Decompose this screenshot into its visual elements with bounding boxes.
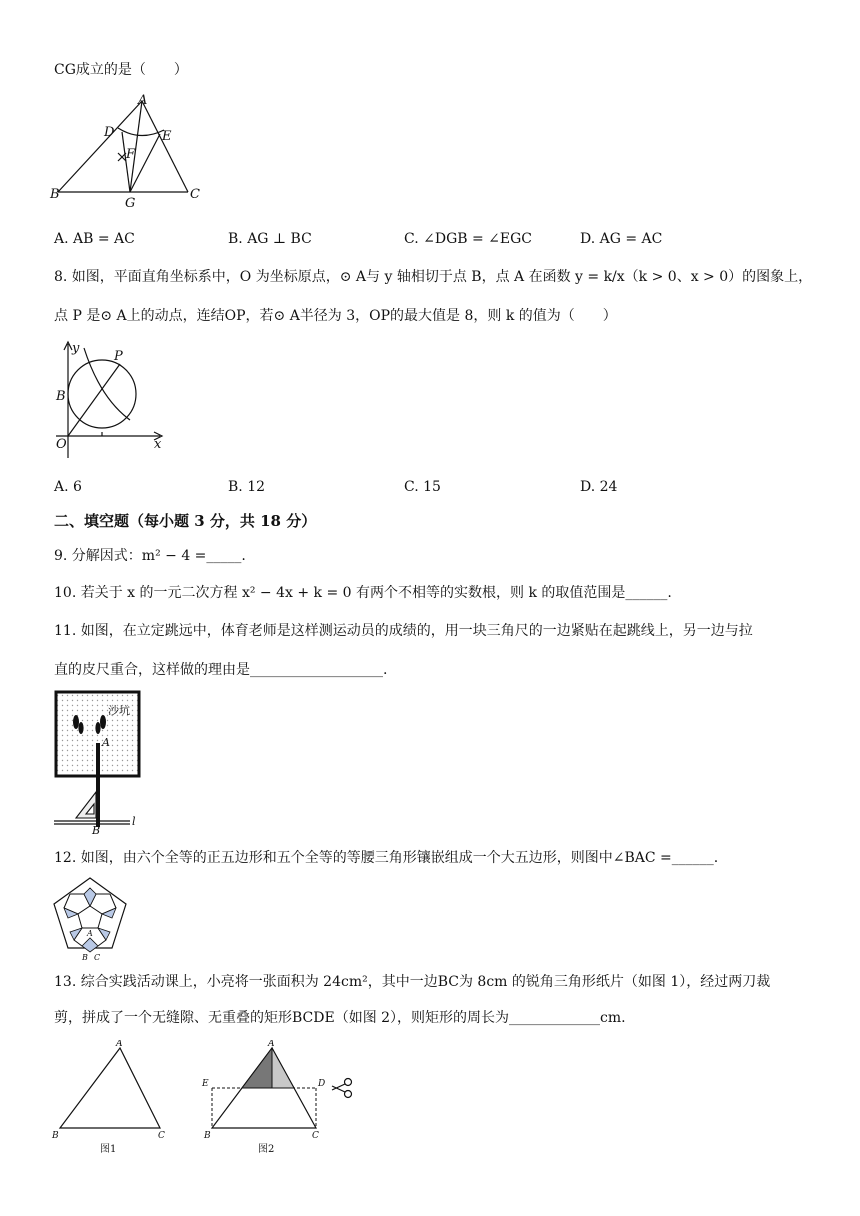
q8-label-B: B: [56, 389, 66, 404]
q8-line2: 点 P 是⊙ A上的动点，连结OP，若⊙ A半径为 3，OP的最大值是 8，则 k 的值为（ ）: [54, 308, 617, 324]
q11-line2: 直的皮尺重合，这样做的理由是___________________.: [54, 662, 388, 678]
q7-label-G: G: [125, 196, 136, 210]
q8-option-c: C. 15: [404, 479, 441, 495]
q7-option-a: A. AB = AC: [54, 231, 135, 247]
q8-label-x: x: [154, 437, 162, 452]
scissors-icon: [332, 1079, 352, 1098]
q13-fig2-caption: 图2: [258, 1144, 275, 1155]
q11-label-sand: 沙坑: [108, 704, 130, 717]
q8-line1: 8. 如图，平面直角坐标系中，O 为坐标原点，⊙ A与 y 轴相切于点 B，点 A 在函数 y = k/x（k > 0、x > 0）的图象上，: [54, 269, 813, 285]
q8-figure: [52, 338, 172, 464]
q8-label-y: y: [72, 341, 80, 356]
q7-option-d: D. AG = AC: [580, 231, 663, 247]
q13-fig1-label-C: C: [158, 1131, 165, 1141]
q7-label-A: A: [138, 93, 148, 108]
q12-label-B: B: [82, 953, 88, 962]
q11-line1: 11. 如图，在立定跳远中，体育老师是这样测运动员的成绩的，用一块三角尺的一边紧贴在起跳线上，另一边与拉: [54, 623, 753, 639]
q13-fig2-label-E: E: [202, 1079, 209, 1089]
q12-text: 12. 如图，由六个全等的正五边形和五个全等的等腰三角形镶嵌组成一个大五边形，则图中∠BAC =______.: [54, 850, 719, 866]
q8-option-a: A. 6: [54, 479, 82, 495]
q7-label-C: C: [190, 187, 200, 202]
q13-line2: 剪，拼成了一个无缝隙、无重叠的矩形BCDE（如图 2），则矩形的周长为_____________cm.: [54, 1010, 626, 1026]
q13-figure2: [196, 1040, 366, 1158]
q13-fig1-label-A: A: [116, 1040, 123, 1049]
q13-fig2-label-A: A: [268, 1040, 275, 1049]
q7-label-B: B: [50, 187, 60, 202]
q7-stem-tail: CG成立的是（ ）: [54, 62, 188, 78]
q13-fig2-label-B: B: [204, 1131, 211, 1141]
q12-figure: [50, 874, 130, 964]
q13-fig1-label-B: B: [52, 1131, 59, 1141]
q11-label-B: B: [92, 824, 101, 836]
q7-option-b: B. AG ⊥ BC: [228, 231, 312, 247]
section-title: 二、填空题（每小题 3 分，共 18 分）: [54, 512, 317, 530]
q13-figure1: [48, 1040, 178, 1158]
q12-label-C: C: [94, 953, 101, 962]
q7-label-F: F: [126, 147, 136, 162]
q9-text: 9. 分解因式：m² − 4 =_____.: [54, 548, 246, 564]
q8-option-d: D. 24: [580, 479, 618, 495]
q11-figure: [50, 688, 150, 836]
q8-option-b: B. 12: [228, 479, 266, 495]
q7-option-c: C. ∠DGB = ∠EGC: [404, 231, 533, 247]
q7-label-D: D: [104, 125, 115, 140]
q8-label-O: O: [56, 437, 67, 452]
q12-label-A: A: [87, 929, 93, 938]
q13-line1: 13. 综合实践活动课上，小亮将一张面积为 24cm²，其中一边BC为 8cm 的锐角三角形纸片（如图 1），经过两刀裁: [54, 974, 771, 990]
q8-label-P: P: [114, 349, 123, 364]
q11-label-A: A: [102, 736, 110, 749]
q13-fig2-label-C: C: [312, 1131, 319, 1141]
q7-label-E: E: [162, 129, 172, 144]
q7-figure: [48, 92, 208, 210]
q13-fig2-label-D: D: [318, 1079, 326, 1089]
q13-fig1-caption: 图1: [100, 1144, 117, 1155]
q10-text: 10. 若关于 x 的一元二次方程 x² − 4x + k = 0 有两个不相等的实数根，则 k 的取值范围是______.: [54, 585, 672, 601]
q11-label-l: l: [132, 815, 136, 828]
